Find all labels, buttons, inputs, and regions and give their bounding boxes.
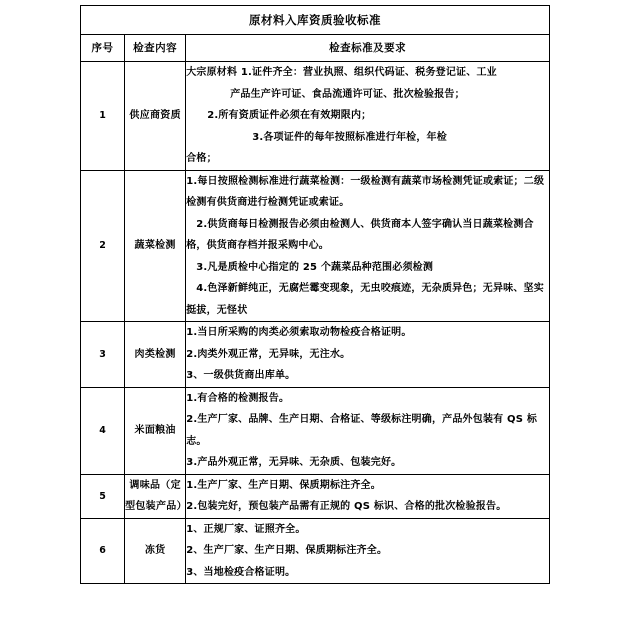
standard-line: 1.当日所采购的肉类必须索取动物检疫合格证明。 [186, 327, 412, 338]
table-row [81, 62, 550, 171]
row-standard-text [186, 322, 550, 388]
standard-line: 1.有合格的检测报告。 [186, 392, 290, 404]
standard-line: 3.各项证件的每年按照标准进行年检，年检 [252, 131, 447, 143]
standard-line: 1、正规厂家、证照齐全。 [186, 523, 306, 535]
row-item-name: 供应商资质 [125, 62, 186, 171]
row-number: 6 [81, 518, 125, 584]
table-row [81, 387, 550, 474]
table-header-row [81, 35, 550, 62]
standard-line: 2.包装完好，预包装产品需有正规的 QS 标识、合格的批次检验报告。 [186, 501, 507, 512]
standard-line: 1.每日按照检测标准进行蔬菜检测：一级检测有蔬菜市场检测凭证或索证；二级检测有供货商进行检测凭证或索证。 [186, 175, 545, 208]
row-standard-text [186, 387, 550, 474]
standard-line: 2、生产厂家、生产日期、保质期标注齐全。 [186, 545, 388, 556]
page-title: 原材料入库资质验收标准 [81, 6, 550, 35]
standard-line: 4.色泽新鲜纯正，无腐烂霉变现象，无虫咬痕迹，无杂质异色；无异味、坚实挺拔，无怪状 [186, 283, 544, 316]
row-standard-text [186, 170, 550, 322]
column-header-item: 检查内容 [125, 35, 186, 62]
standard-line: 1.生产厂家、生产日期、保质期标注齐全。 [186, 479, 381, 491]
row-number: 1 [81, 62, 125, 171]
standard-line: 2.所有资质证件必须在有效期限内； [207, 110, 372, 121]
standard-line: 合格； [186, 153, 217, 164]
row-number: 2 [81, 170, 125, 322]
row-item-name: 蔬菜检测 [125, 170, 186, 322]
row-number: 5 [81, 474, 125, 518]
row-item-name: 肉类检测 [125, 322, 186, 388]
standard-line: 3、当地检疫合格证明。 [186, 566, 296, 578]
row-standard-text [186, 518, 550, 584]
standard-line: 大宗原材料 1.证件齐全：营业执照、组织代码证、税务登记证、工业 [186, 67, 497, 78]
row-item-name: 米面粮油 [125, 387, 186, 474]
row-standard-text [186, 62, 550, 171]
column-header-standard: 检查标准及要求 [186, 35, 550, 62]
standard-line: 产品生产许可证、食品流通许可证、批次检验报告； [230, 88, 465, 100]
standard-line: 3、一级供货商出库单。 [186, 370, 296, 381]
raw-material-acceptance-table [80, 5, 550, 584]
standard-line: 2.生产厂家、品牌、生产日期、合格证、等级标注明确，产品外包装有 QS 标志。 [186, 414, 538, 447]
row-item-name: 调味品（定型包装产品） [125, 474, 186, 518]
column-header-no: 序号 [81, 35, 125, 62]
row-number: 3 [81, 322, 125, 388]
standard-line: 2.肉类外观正常，无异味，无注水。 [186, 348, 351, 360]
table-row [81, 518, 550, 584]
standard-line: 2.供货商每日检测报告必须由检测人、供货商本人签字确认当日蔬菜检测合格，供货商存档并报采购中心。 [186, 218, 534, 251]
table-title-row [81, 6, 550, 35]
standard-line: 3.产品外观正常，无异味、无杂质、包装完好。 [186, 457, 402, 468]
row-item-name: 冻货 [125, 518, 186, 584]
standard-line: 3.凡是质检中心指定的 25 个蔬菜品种范围必须检测 [196, 261, 434, 273]
table-row [81, 322, 550, 388]
row-number: 4 [81, 387, 125, 474]
table-row [81, 170, 550, 322]
table-row [81, 474, 550, 518]
row-standard-text [186, 474, 550, 518]
